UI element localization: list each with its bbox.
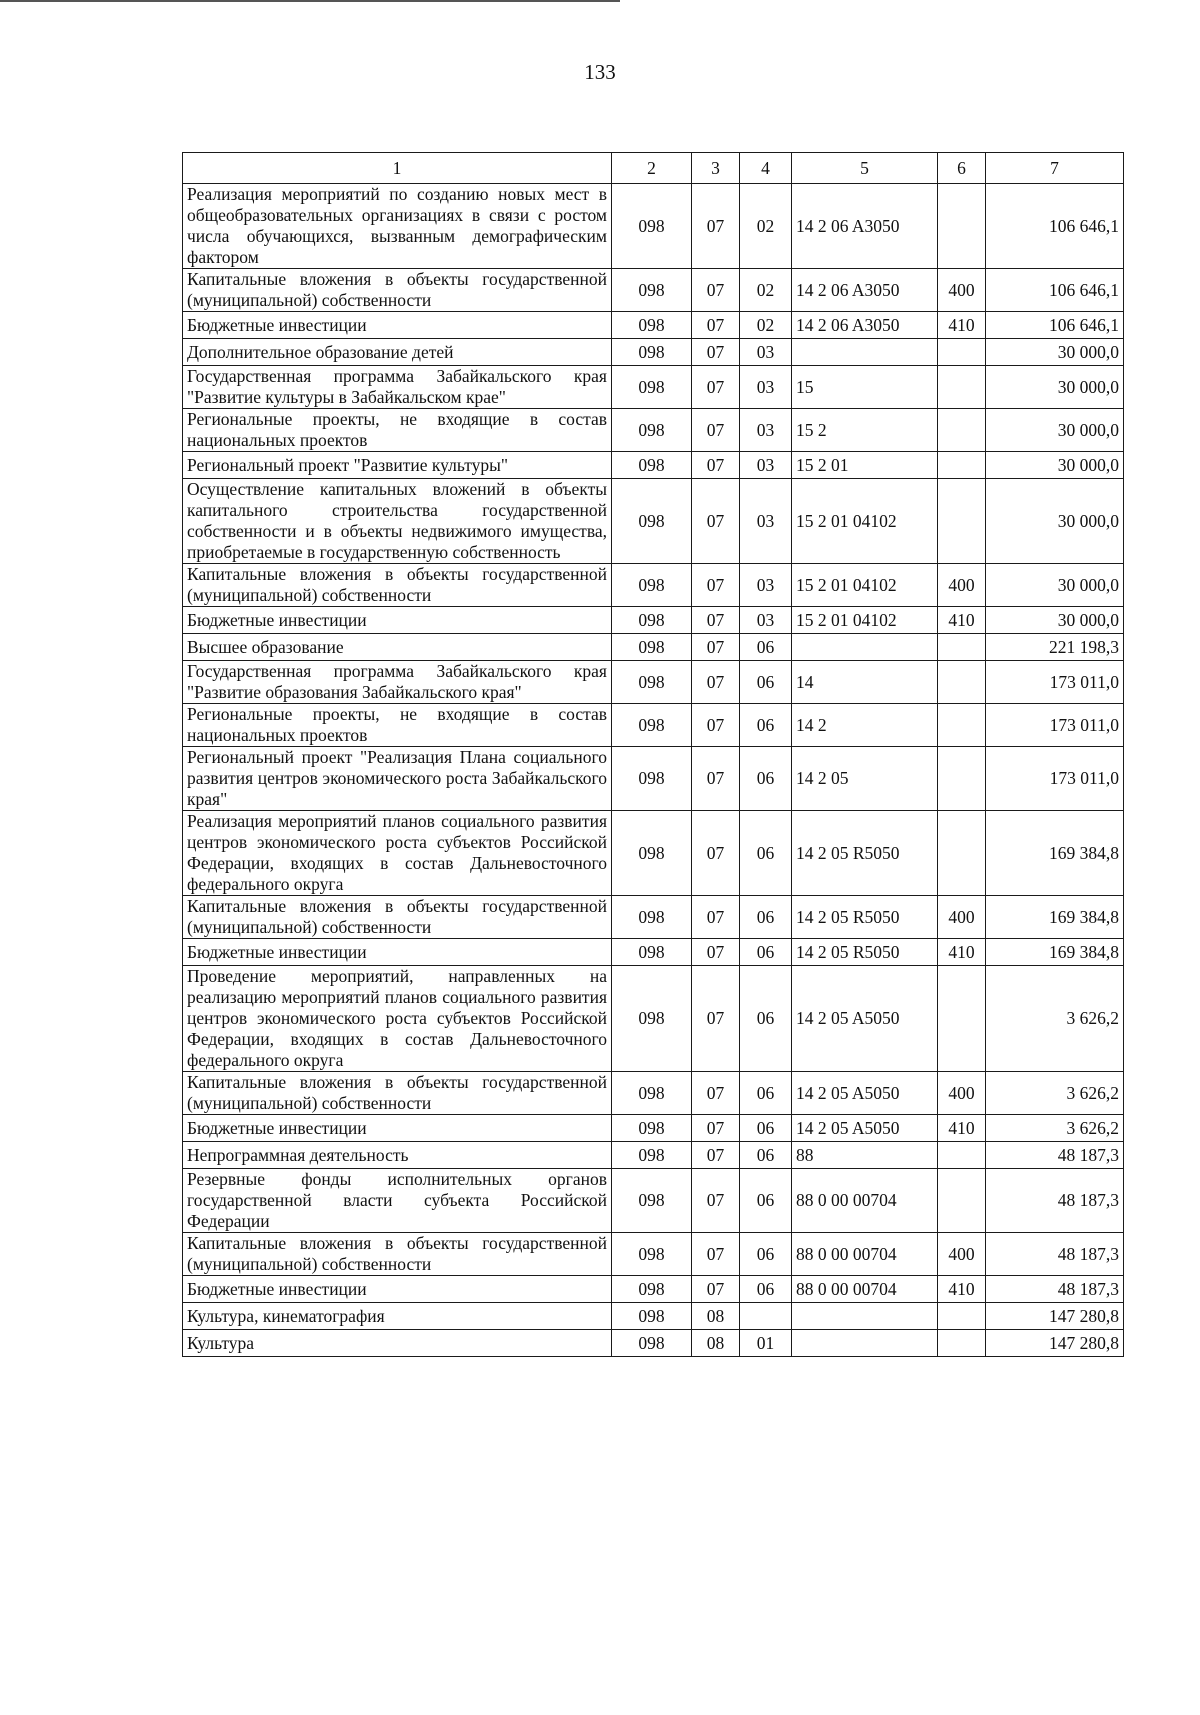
cell-csr [792,339,938,366]
cell-sum: 3 626,2 [986,1072,1124,1115]
cell-pr: 03 [740,564,792,607]
cell-sum: 48 187,3 [986,1233,1124,1276]
cell-sum: 30 000,0 [986,479,1124,564]
cell-csr [792,1303,938,1330]
cell-rz: 07 [692,634,740,661]
cell-name: Бюджетные инвестиции [183,1276,612,1303]
cell-name: Государственная программа Забайкальского края "Развитие образования Забайкальского края" [183,661,612,704]
cell-csr: 15 [792,366,938,409]
table-row [183,452,1124,479]
cell-sum: 106 646,1 [986,312,1124,339]
cell-name: Капитальные вложения в объекты государственной (муниципальной) собственности [183,1072,612,1115]
cell-name: Государственная программа Забайкальского края "Развитие культуры в Забайкальском крае" [183,366,612,409]
cell-ved: 098 [612,607,692,634]
table-row [183,409,1124,452]
table-row [183,704,1124,747]
cell-ved: 098 [612,704,692,747]
cell-name: Проведение мероприятий, направленных на реализацию мероприятий планов социального развития центров экономического роста субъектов Российской Федерации, входящих в состав Дальневосточного федерального округа [183,966,612,1072]
cell-ved: 098 [612,184,692,269]
cell-ved: 098 [612,366,692,409]
table-row [183,1330,1124,1357]
cell-ved: 098 [612,966,692,1072]
cell-vr [938,704,986,747]
cell-sum: 147 280,8 [986,1330,1124,1357]
cell-rz: 07 [692,747,740,811]
cell-name: Культура [183,1330,612,1357]
table-row [183,564,1124,607]
cell-csr: 14 2 06 A3050 [792,312,938,339]
cell-vr [938,409,986,452]
cell-name: Капитальные вложения в объекты государственной (муниципальной) собственности [183,896,612,939]
cell-rz: 07 [692,452,740,479]
cell-sum: 106 646,1 [986,184,1124,269]
cell-pr: 06 [740,811,792,896]
cell-ved: 098 [612,1233,692,1276]
cell-name: Региональные проекты, не входящие в состав национальных проектов [183,704,612,747]
cell-pr: 03 [740,366,792,409]
table-body [183,184,1124,1357]
cell-csr: 15 2 01 04102 [792,564,938,607]
cell-name: Региональный проект "Развитие культуры" [183,452,612,479]
cell-rz: 07 [692,1233,740,1276]
cell-csr: 14 2 05 R5050 [792,896,938,939]
cell-ved: 098 [612,1330,692,1357]
cell-vr [938,1142,986,1169]
cell-csr [792,1330,938,1357]
cell-pr: 06 [740,966,792,1072]
cell-csr: 14 2 06 A3050 [792,184,938,269]
cell-vr: 410 [938,1276,986,1303]
cell-vr [938,366,986,409]
cell-pr [740,1303,792,1330]
table-row [183,607,1124,634]
cell-sum: 30 000,0 [986,339,1124,366]
cell-rz: 07 [692,1169,740,1233]
cell-name: Дополнительное образование детей [183,339,612,366]
cell-pr: 06 [740,939,792,966]
table-row [183,269,1124,312]
cell-sum: 173 011,0 [986,747,1124,811]
cell-pr: 06 [740,1115,792,1142]
cell-csr: 14 2 05 R5050 [792,939,938,966]
cell-name: Бюджетные инвестиции [183,1115,612,1142]
page-number: 133 [584,60,616,84]
cell-vr: 410 [938,939,986,966]
column-header-ved: 2 [612,153,692,184]
cell-pr: 06 [740,747,792,811]
table-row [183,1169,1124,1233]
table-row [183,747,1124,811]
cell-csr: 15 2 01 04102 [792,479,938,564]
cell-vr [938,479,986,564]
cell-csr: 14 2 05 [792,747,938,811]
cell-pr: 03 [740,339,792,366]
column-header-sum: 7 [986,153,1124,184]
cell-name: Капитальные вложения в объекты государственной (муниципальной) собственности [183,564,612,607]
cell-ved: 098 [612,939,692,966]
cell-name: Резервные фонды исполнительных органов государственной власти субъекта Российской Федерации [183,1169,612,1233]
cell-name: Капитальные вложения в объекты государственной (муниципальной) собственности [183,269,612,312]
cell-name: Бюджетные инвестиции [183,939,612,966]
cell-vr: 400 [938,1233,986,1276]
cell-rz: 07 [692,312,740,339]
cell-csr: 14 2 05 A5050 [792,1115,938,1142]
cell-vr [938,1303,986,1330]
cell-ved: 098 [612,747,692,811]
cell-csr: 14 [792,661,938,704]
table-row [183,939,1124,966]
cell-ved: 098 [612,896,692,939]
cell-pr: 06 [740,661,792,704]
cell-vr: 400 [938,564,986,607]
cell-pr: 06 [740,1142,792,1169]
cell-vr [938,966,986,1072]
cell-sum: 147 280,8 [986,1303,1124,1330]
cell-sum: 48 187,3 [986,1276,1124,1303]
cell-ved: 098 [612,269,692,312]
cell-pr: 02 [740,312,792,339]
cell-sum: 106 646,1 [986,269,1124,312]
cell-rz: 07 [692,269,740,312]
cell-ved: 098 [612,1276,692,1303]
table-row [183,479,1124,564]
cell-ved: 098 [612,409,692,452]
cell-sum: 30 000,0 [986,366,1124,409]
table-row [183,184,1124,269]
cell-sum: 221 198,3 [986,634,1124,661]
cell-sum: 48 187,3 [986,1169,1124,1233]
cell-ved: 098 [612,452,692,479]
cell-ved: 098 [612,661,692,704]
cell-rz: 07 [692,704,740,747]
cell-csr: 14 2 05 A5050 [792,966,938,1072]
cell-csr: 15 2 01 04102 [792,607,938,634]
cell-rz: 08 [692,1330,740,1357]
cell-rz: 07 [692,479,740,564]
cell-vr [938,747,986,811]
table-row [183,1233,1124,1276]
column-header-csr: 5 [792,153,938,184]
cell-csr: 14 2 [792,704,938,747]
cell-vr: 400 [938,1072,986,1115]
table-row [183,661,1124,704]
cell-csr: 14 2 06 A3050 [792,269,938,312]
cell-pr: 03 [740,409,792,452]
cell-rz: 07 [692,1072,740,1115]
cell-name: Региональный проект "Реализация Плана социального развития центров экономического роста Забайкальского края" [183,747,612,811]
cell-vr [938,1169,986,1233]
table-row [183,1072,1124,1115]
cell-name: Бюджетные инвестиции [183,312,612,339]
column-header-name: 1 [183,153,612,184]
cell-rz: 07 [692,607,740,634]
cell-vr: 410 [938,1115,986,1142]
table-row [183,896,1124,939]
cell-name: Капитальные вложения в объекты государственной (муниципальной) собственности [183,1233,612,1276]
cell-pr: 06 [740,1169,792,1233]
column-header-rz: 3 [692,153,740,184]
table-row [183,339,1124,366]
cell-sum: 169 384,8 [986,811,1124,896]
cell-name: Осуществление капитальных вложений в объекты капитального строительства государственной собственности и в объекты недвижимого имущества, приобретаемые в государственную собственность [183,479,612,564]
cell-name: Непрограммная деятельность [183,1142,612,1169]
cell-name: Культура, кинематография [183,1303,612,1330]
cell-csr: 15 2 01 [792,452,938,479]
cell-csr: 14 2 05 R5050 [792,811,938,896]
cell-name: Высшее образование [183,634,612,661]
cell-sum: 30 000,0 [986,607,1124,634]
cell-csr: 88 0 00 00704 [792,1233,938,1276]
cell-csr [792,634,938,661]
cell-sum: 30 000,0 [986,564,1124,607]
table-row [183,966,1124,1072]
cell-ved: 098 [612,312,692,339]
cell-rz: 07 [692,564,740,607]
cell-pr: 06 [740,1276,792,1303]
cell-name: Реализация мероприятий планов социального развития центров экономического роста субъектов Российской Федерации, входящих в состав Дальневосточного федерального округа [183,811,612,896]
cell-sum: 169 384,8 [986,939,1124,966]
cell-rz: 07 [692,1115,740,1142]
table-row [183,312,1124,339]
cell-sum: 169 384,8 [986,896,1124,939]
cell-name: Региональные проекты, не входящие в состав национальных проектов [183,409,612,452]
cell-vr [938,452,986,479]
table-row [183,1276,1124,1303]
table-row [183,634,1124,661]
cell-pr: 03 [740,479,792,564]
cell-sum: 3 626,2 [986,1115,1124,1142]
table-row [183,1142,1124,1169]
cell-name: Бюджетные инвестиции [183,607,612,634]
cell-vr [938,811,986,896]
cell-pr: 02 [740,269,792,312]
cell-rz: 07 [692,896,740,939]
cell-rz: 07 [692,661,740,704]
cell-rz: 07 [692,366,740,409]
cell-sum: 30 000,0 [986,452,1124,479]
cell-ved: 098 [612,339,692,366]
cell-name: Реализация мероприятий по созданию новых мест в общеобразовательных организациях в связи с ростом числа обучающихся, вызванным демографическим фактором [183,184,612,269]
cell-sum: 48 187,3 [986,1142,1124,1169]
table-row [183,811,1124,896]
column-header-pr: 4 [740,153,792,184]
cell-csr: 15 2 [792,409,938,452]
cell-rz: 07 [692,409,740,452]
cell-vr [938,184,986,269]
cell-rz: 07 [692,1142,740,1169]
cell-pr: 03 [740,452,792,479]
cell-pr: 06 [740,704,792,747]
cell-csr: 88 0 00 00704 [792,1169,938,1233]
cell-vr: 400 [938,896,986,939]
cell-vr: 410 [938,607,986,634]
cell-rz: 07 [692,1276,740,1303]
cell-vr: 410 [938,312,986,339]
cell-vr: 400 [938,269,986,312]
cell-vr [938,1330,986,1357]
cell-pr: 06 [740,1233,792,1276]
cell-vr [938,661,986,704]
cell-rz: 07 [692,811,740,896]
cell-pr: 06 [740,1072,792,1115]
cell-sum: 173 011,0 [986,704,1124,747]
cell-pr: 01 [740,1330,792,1357]
cell-pr: 03 [740,607,792,634]
cell-sum: 30 000,0 [986,409,1124,452]
column-header-vr: 6 [938,153,986,184]
cell-vr [938,339,986,366]
cell-ved: 098 [612,1142,692,1169]
table-row [183,1303,1124,1330]
cell-ved: 098 [612,564,692,607]
cell-csr: 14 2 05 A5050 [792,1072,938,1115]
budget-table [182,152,1124,1357]
cell-vr [938,634,986,661]
cell-rz: 07 [692,939,740,966]
cell-sum: 173 011,0 [986,661,1124,704]
cell-rz: 08 [692,1303,740,1330]
cell-ved: 098 [612,1169,692,1233]
cell-pr: 06 [740,896,792,939]
cell-rz: 07 [692,339,740,366]
cell-ved: 098 [612,1115,692,1142]
cell-rz: 07 [692,966,740,1072]
top-edge-rule [0,0,620,2]
cell-ved: 098 [612,479,692,564]
cell-ved: 098 [612,1303,692,1330]
cell-csr: 88 0 00 00704 [792,1276,938,1303]
cell-ved: 098 [612,634,692,661]
cell-sum: 3 626,2 [986,966,1124,1072]
cell-pr: 02 [740,184,792,269]
cell-ved: 098 [612,1072,692,1115]
cell-ved: 098 [612,811,692,896]
header-row [183,153,1124,184]
table-row [183,366,1124,409]
cell-csr: 88 [792,1142,938,1169]
table-row [183,1115,1124,1142]
cell-rz: 07 [692,184,740,269]
cell-pr: 06 [740,634,792,661]
